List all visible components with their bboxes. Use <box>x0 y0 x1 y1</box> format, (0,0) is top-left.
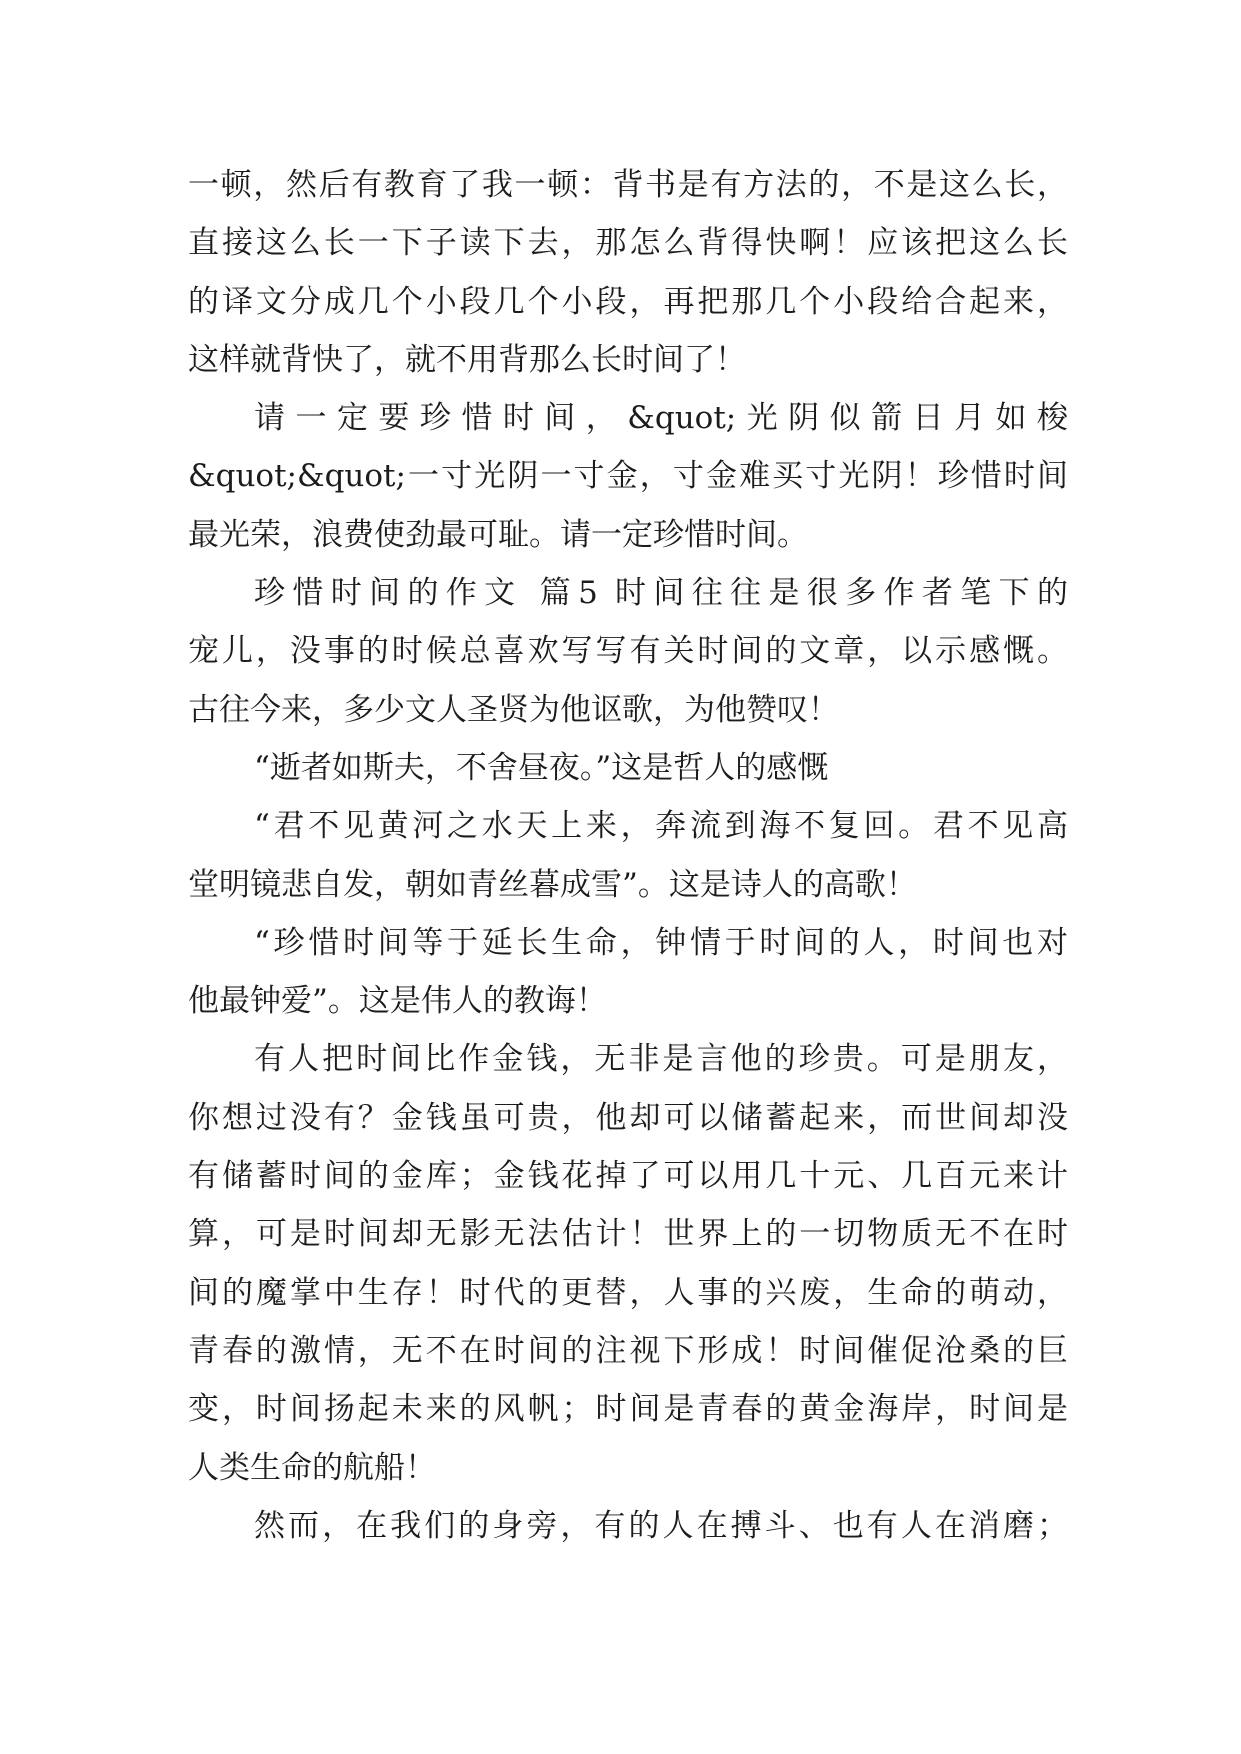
text-line: 堂明镜悲自发，朝如青丝暮成雪”。这是诗人的高歌！ <box>188 866 917 903</box>
text-line: 然而，在我们的身旁，有的人在搏斗、也有人在消磨； <box>254 1507 1068 1544</box>
text-line: “珍惜时间等于延长生命，钟情于时间的人，时间也对 <box>254 924 1068 961</box>
text-line: &quot;&quot;一寸光阴一寸金，寸金难买寸光阴！珍惜时间 <box>188 458 1068 495</box>
text-line: 有储蓄时间的金库；金钱花掉了可以用几十元、几百元来计 <box>188 1158 1068 1195</box>
text-line: 变，时间扬起未来的风帆；时间是青春的黄金海岸，时间是 <box>188 1391 1068 1428</box>
text-line: 宠儿，没事的时候总喜欢写写有关时间的文章，以示感慨。 <box>188 633 1068 670</box>
text-line: 最光荣，浪费使劲最可耻。请一定珍惜时间。 <box>188 516 808 553</box>
text-line: “君不见黄河之水天上来，奔流到海不复回。君不见高 <box>254 808 1068 845</box>
text-line: 青春的激情，无不在时间的注视下形成！时间催促沧桑的巨 <box>188 1332 1068 1369</box>
text-line: 他最钟爱”。这是伟人的教诲！ <box>188 983 607 1020</box>
text-line: 算，可是时间却无影无法估计！世界上的一切物质无不在时 <box>188 1216 1068 1253</box>
text-line: 有人把时间比作金钱，无非是言他的珍贵。可是朋友， <box>254 1041 1068 1078</box>
text-line: 古往今来，多少文人圣贤为他讴歌，为他赞叹！ <box>188 691 839 728</box>
text-line: 直接这么长一下子读下去，那怎么背得快啊！应该把这么长 <box>188 225 1068 262</box>
text-line: 珍惜时间的作文 篇5 时间往往是很多作者笔下的 <box>254 575 1068 612</box>
text-line: 你想过没有？金钱虽可贵，他却可以储蓄起来，而世间却没 <box>188 1099 1068 1136</box>
text-line: 人类生命的航船！ <box>188 1449 436 1486</box>
text-line: 一顿，然后有教育了我一顿：背书是有方法的，不是这么长， <box>188 167 1068 203</box>
document-body-text <box>188 156 1068 1555</box>
text-line: “逝者如斯夫，不舍昼夜。”这是哲人的感慨 <box>254 749 829 786</box>
text-line: 间的魔掌中生存！时代的更替，人事的兴废，生命的萌动， <box>188 1274 1068 1311</box>
text-line: 这样就背快了，就不用背那么长时间了！ <box>188 341 746 378</box>
text-line: 请一定要珍惜时间，&quot;光阴似箭日月如梭 <box>254 400 1068 437</box>
text-line: 的译文分成几个小段几个小段，再把那几个小段给合起来， <box>188 283 1068 320</box>
